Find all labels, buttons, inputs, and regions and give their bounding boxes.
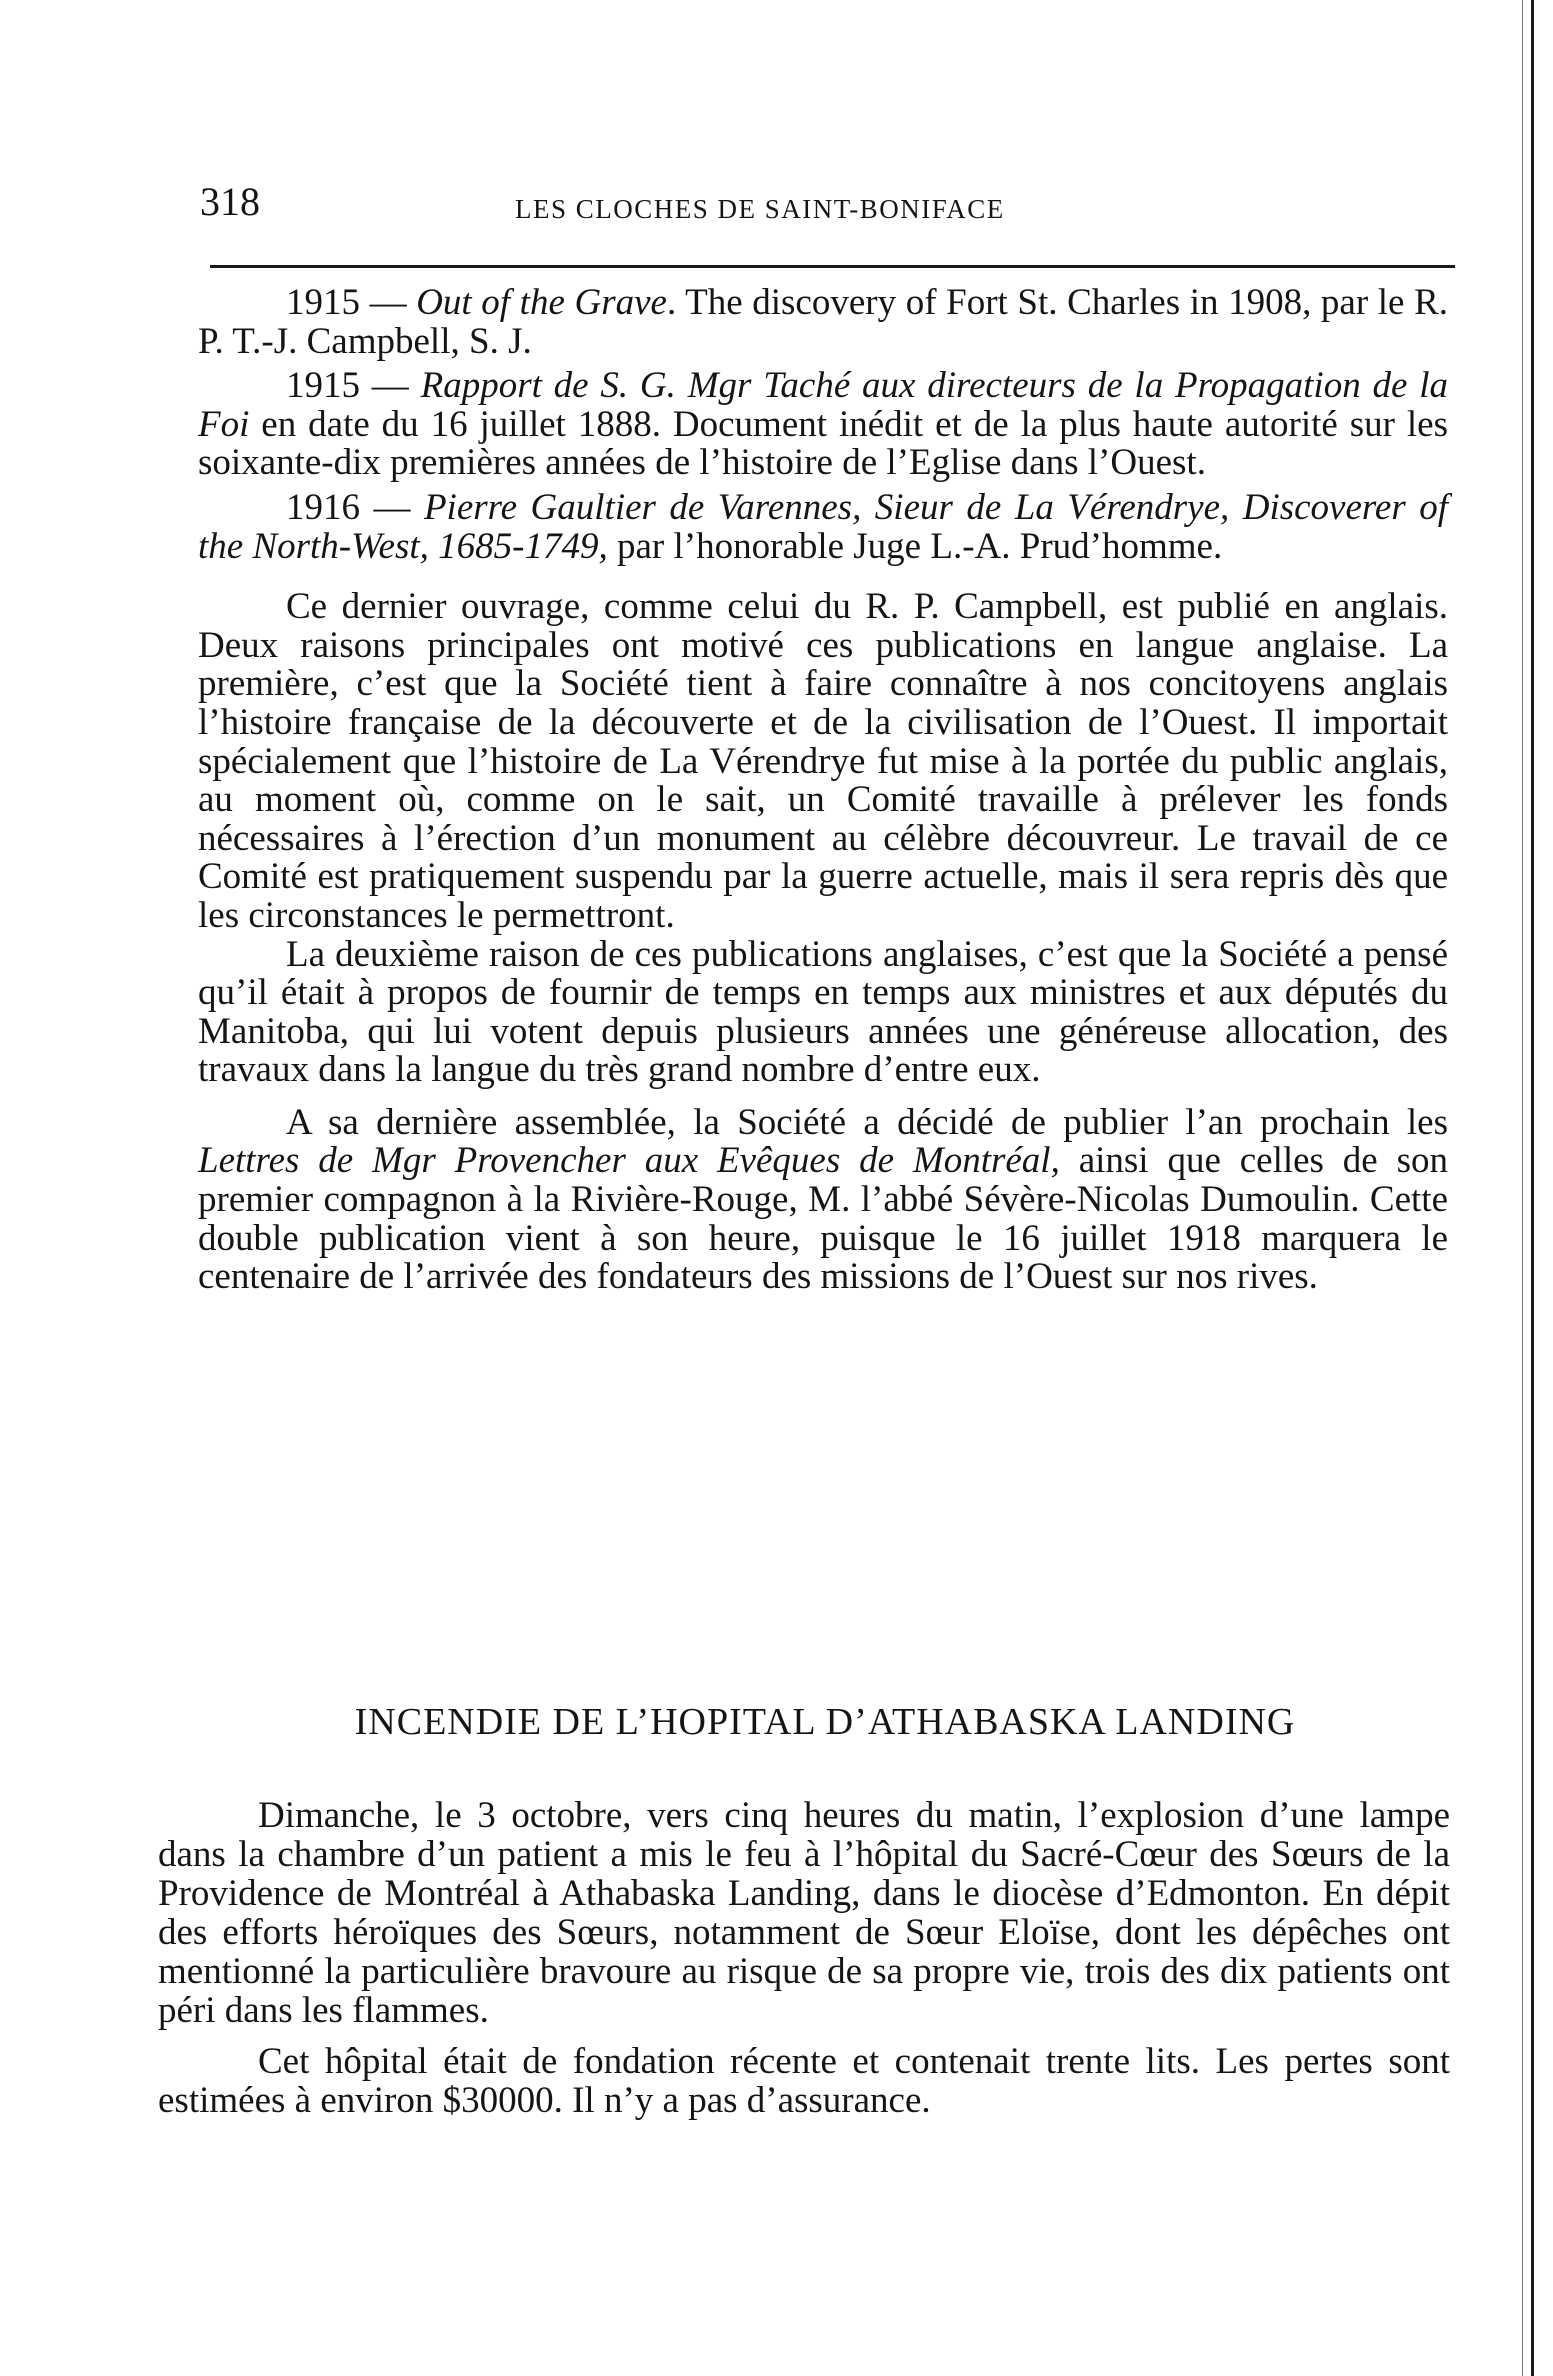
bibliography-entry xyxy=(198,367,1448,483)
running-title: LES CLOCHES DE SAINT-BONIFACE xyxy=(515,194,1005,224)
entry-description: . The discovery of Fort St. Charles in 1908, par le R. P. T.-J. Campbell, S. J. xyxy=(198,282,1449,362)
body-paragraph: Dimanche, le 3 octobre, vers cinq heures du matin, l’explosion d’une lampe dans la chambre d’un patient a mis le feu à l’hôpital du Sacré-Cœur des Sœurs de la Providence de Montréal à Athabaska Landing, dans le diocèse d’Edmonton. En dépit des efforts héroïques des Sœurs, notamment de Sœur Eloïse, dont les dépêches ont mentionné la particulière bravoure au risque de sa propre vie, trois des dix patients ont péri dans les flammes. xyxy=(158,1795,1450,2031)
entry-description: en date du 16 juillet 1888. Document inédit et de la plus haute autorité sur les soixante-dix premières années de l’histoire de l’Eglise dans l’Ouest. xyxy=(198,403,1448,484)
entry-title: Rapport de S. G. Mgr Taché aux directeurs de la Propagation de la Foi xyxy=(198,365,1448,445)
page-edge-line xyxy=(1531,0,1534,2376)
page-number: 318 xyxy=(200,179,260,224)
body-paragraph: Ce dernier ouvrage, comme celui du R. P. Campbell, est publié en anglais. Deux raisons principales ont motivé ces publications en langue anglaise. La première, c’est que la Société tient à faire connaître à nos concitoyens anglais l’histoire française de la découverte et de la civilisation de l’Ouest. Il importait spécialement que l’histoire de La Vérendrye fut mise à la portée du public anglais, au moment où, comme on le sait, un Comité travaille à prélever les fonds nécessaires à l’érection d’un monument au célèbre découvreur. Le travail de ce Comité est pratiquement suspendu par la guerre actuelle, mais il sera repris dès que les circonstances le permettront. xyxy=(198,586,1448,936)
page-header xyxy=(200,178,1445,238)
body-paragraph: Cet hôpital était de fondation récente et contenait trente lits. Les pertes sont estimées à environ $30000. Il n’y a pas d’assurance. xyxy=(158,2041,1450,2121)
section-heading: INCENDIE DE L’HOPITAL D’ATHABASKA LANDING xyxy=(354,1701,1296,1743)
paragraph-text: ainsi que celles de son premier compagnon à la Rivière-Rouge, M. l’abbé Sévère-Nicolas Dumoulin. Cette double publication vient à son heure, puisque le 16 juillet 1918 marquera le centenaire de l’arrivée des fondateurs des missions de l’Ouest sur nos rives. xyxy=(198,1140,1448,1298)
entry-title: Pierre Gaultier de Varennes, Sieur de La Vérendrye, Discoverer of the North-West, 1685-1749, xyxy=(198,486,1448,567)
page-edge-shadow xyxy=(1522,0,1523,2376)
entry-description: par l’honorable Juge L.-A. Prud’homme. xyxy=(607,525,1223,567)
entry-title: Out of the Grave xyxy=(416,282,667,323)
bibliography-entry xyxy=(198,486,1448,567)
header-rule xyxy=(210,265,1455,268)
entry-year: 1915 — xyxy=(286,282,417,323)
entry-year: 1916 — xyxy=(286,486,424,528)
paragraph-text: A sa dernière assemblée, la Société a décidé de publier l’an prochain les xyxy=(286,1101,1448,1143)
section-body xyxy=(158,1796,1450,2120)
body-paragraph xyxy=(198,1101,1448,1298)
body-paragraph: La deuxième raison de ces publications anglaises, c’est que la Société a pensé qu’il était à propos de fournir de temps en temps aux ministres et aux députés du Manitoba, qui lui votent depuis plusieurs années une généreuse allocation, des travaux dans la langue du très grand nombre d’entre eux. xyxy=(198,933,1448,1091)
publication-title: Lettres de Mgr Provencher aux Evêques de Montréal, xyxy=(198,1140,1060,1182)
entry-year: 1915 — xyxy=(286,365,421,407)
bibliography-section xyxy=(198,284,1448,1297)
bibliography-entry xyxy=(198,284,1448,361)
